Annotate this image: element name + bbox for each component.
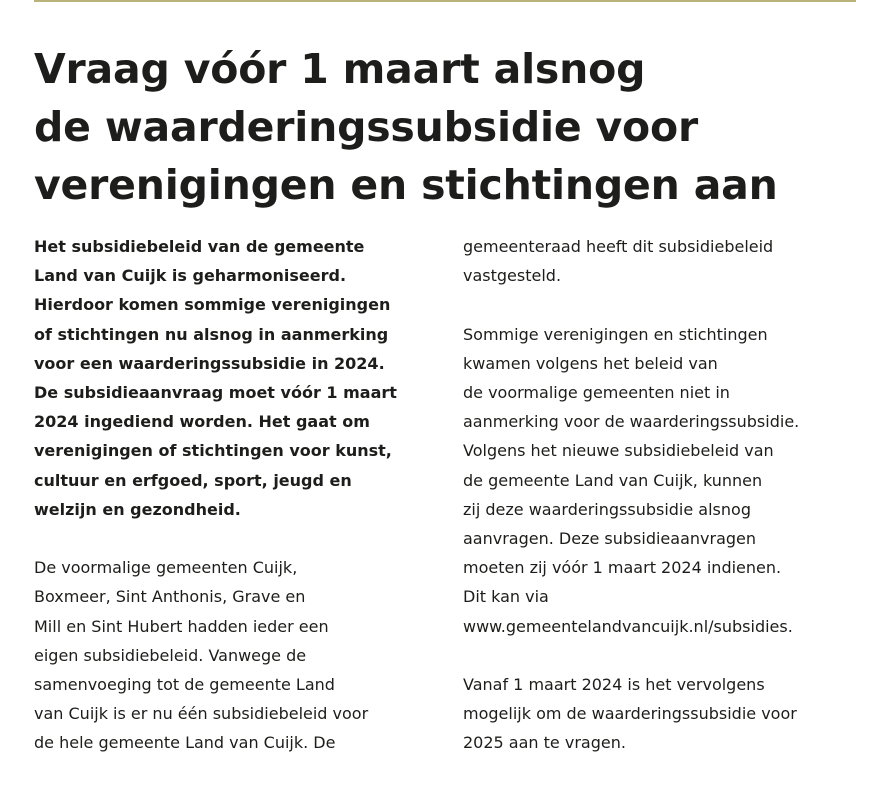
body-line: Sommige verenigingen en stichtingen xyxy=(463,324,768,344)
lead-line: 2024 ingediend worden. Het gaat om xyxy=(34,412,370,432)
body-line: kwamen volgens het beleid van xyxy=(463,353,718,373)
body-line: Volgens het nieuwe subsidiebeleid van xyxy=(463,441,774,461)
body-line: De voormalige gemeenten Cuijk, xyxy=(34,558,298,578)
body-line: van Cuijk is er nu één subsidiebeleid voor xyxy=(34,704,369,724)
body-line: Vanaf 1 maart 2024 is het vervolgens xyxy=(463,675,765,695)
lead-line: voor een waarderingssubsidie in 2024. xyxy=(34,353,385,373)
body-line: de hele gemeente Land van Cuijk. De xyxy=(34,733,336,753)
body-line: 2025 aan te vragen. xyxy=(463,733,626,753)
title-line: de waarderingssubsidie voor xyxy=(34,103,698,151)
body-paragraph-next-year xyxy=(463,670,863,758)
paragraph-gap xyxy=(463,641,863,670)
body-paragraph-municipalities xyxy=(34,553,434,757)
lead-line: of stichtingen nu alsnog in aanmerking xyxy=(34,324,389,344)
lead-line: verenigingen of stichtingen voor kunst, xyxy=(34,441,392,461)
body-line: de gemeente Land van Cuijk, kunnen xyxy=(463,470,763,490)
lead-line: cultuur en erfgoed, sport, jeugd en xyxy=(34,470,352,490)
paragraph-gap xyxy=(463,290,863,319)
body-line: zij deze waarderingssubsidie alsnog xyxy=(463,499,751,519)
lead-line: Hierdoor komen sommige verenigingen xyxy=(34,295,391,315)
body-line: eigen subsidiebeleid. Vanwege de xyxy=(34,645,307,665)
body-line: vastgesteld. xyxy=(463,266,562,286)
body-line: moeten zij vóór 1 maart 2024 indienen. xyxy=(463,558,782,578)
title-line: Vraag vóór 1 maart alsnog xyxy=(34,45,646,93)
lead-line: Land van Cuijk is geharmoniseerd. xyxy=(34,266,347,286)
body-paragraph-council xyxy=(463,232,863,290)
lead-paragraph xyxy=(34,232,434,524)
body-line: samenvoeging tot de gemeente Land xyxy=(34,675,335,695)
right-column xyxy=(463,232,863,758)
body-paragraph-eligibility xyxy=(463,320,863,641)
lead-line: De subsidieaanvraag moet vóór 1 maart xyxy=(34,383,397,403)
body-line: aanvragen. Deze subsidieaanvragen xyxy=(463,529,757,549)
body-line: Boxmeer, Sint Anthonis, Grave en xyxy=(34,587,306,607)
left-column xyxy=(34,232,434,758)
article-title xyxy=(34,40,864,214)
lead-line: Het subsidiebeleid van de gemeente xyxy=(34,237,365,256)
top-divider xyxy=(34,0,856,2)
subsidies-url: www.gemeentelandvancuijk.nl/subsidies. xyxy=(463,616,793,636)
paragraph-gap xyxy=(34,524,434,553)
body-line: Dit kan via xyxy=(463,587,549,607)
body-line: Mill en Sint Hubert hadden ieder een xyxy=(34,616,329,636)
body-line: mogelijk om de waarderingssubsidie voor xyxy=(463,704,797,724)
body-line: aanmerking voor de waarderingssubsidie. xyxy=(463,412,800,432)
lead-line: welzijn en gezondheid. xyxy=(34,499,241,519)
body-line: de voormalige gemeenten niet in xyxy=(463,383,730,402)
body-line: gemeenteraad heeft dit subsidiebeleid xyxy=(463,237,774,256)
title-line: verenigingen en stichtingen aan xyxy=(34,161,778,209)
